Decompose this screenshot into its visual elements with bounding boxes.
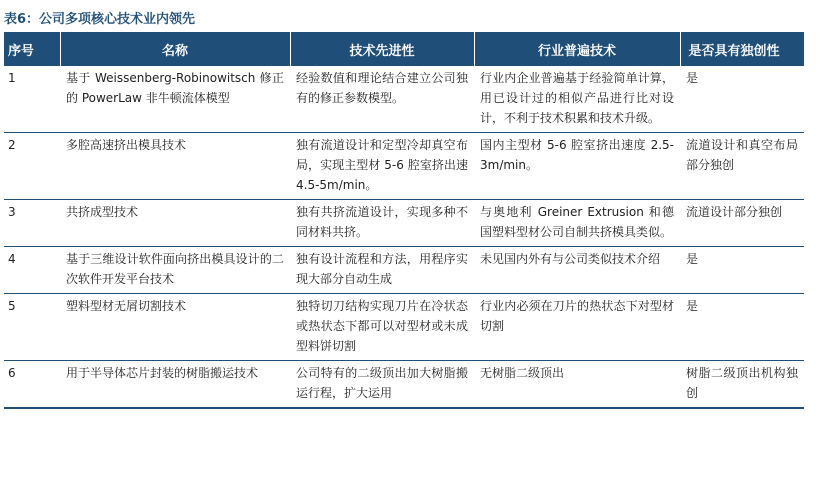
core-tech-table	[4, 32, 804, 409]
cell-index: 3	[4, 200, 60, 247]
cell-industry-tech: 行业内企业普遍基于经验简单计算，用已设计过的相似产品进行比对设计，不利于技术积累和技术升级。	[474, 66, 680, 133]
table-row	[4, 200, 804, 247]
table-row	[4, 294, 804, 361]
cell-index: 5	[4, 294, 60, 361]
cell-advancement: 经验数值和理论结合建立公司独有的修正参数模型。	[290, 66, 474, 133]
cell-industry-tech: 国内主型材 5-6 腔室挤出速度 2.5-3m/min。	[474, 133, 680, 200]
table-title: 表6：公司多项核心技术业内领先	[4, 12, 196, 27]
cell-index: 6	[4, 361, 60, 409]
cell-index: 4	[4, 247, 60, 294]
cell-originality: 是	[680, 294, 804, 361]
header-industry-tech: 行业普遍技术	[474, 32, 680, 66]
cell-industry-tech: 行业内必须在刀片的热状态下对型材切割	[474, 294, 680, 361]
cell-name: 基于三维设计软件面向挤出模具设计的二次软件开发平台技术	[60, 247, 290, 294]
table-row	[4, 133, 804, 200]
cell-name: 基于 Weissenberg-Robinowitsch 修正的 PowerLaw 非牛顿流体模型	[60, 66, 290, 133]
table-row	[4, 66, 804, 133]
table-row	[4, 361, 804, 409]
cell-originality: 是	[680, 247, 804, 294]
cell-originality: 是	[680, 66, 804, 133]
header-index: 序号	[4, 32, 60, 66]
cell-index: 2	[4, 133, 60, 200]
cell-index: 1	[4, 66, 60, 133]
header-originality: 是否具有独创性	[680, 32, 804, 66]
cell-name: 用于半导体芯片封装的树脂搬运技术	[60, 361, 290, 409]
cell-advancement: 独有设计流程和方法，用程序实现大部分自动生成	[290, 247, 474, 294]
header-name: 名称	[60, 32, 290, 66]
cell-advancement: 公司特有的二级顶出加大树脂搬运行程，扩大运用	[290, 361, 474, 409]
cell-originality: 流道设计部分独创	[680, 200, 804, 247]
cell-originality: 流道设计和真空布局部分独创	[680, 133, 804, 200]
cell-advancement: 独有共挤流道设计，实现多种不同材料共挤。	[290, 200, 474, 247]
cell-name: 塑料型材无屑切割技术	[60, 294, 290, 361]
cell-name: 多腔高速挤出模具技术	[60, 133, 290, 200]
cell-name: 共挤成型技术	[60, 200, 290, 247]
cell-industry-tech: 与奥地利 Greiner Extrusion 和德国塑料型材公司自制共挤模具类似。	[474, 200, 680, 247]
cell-industry-tech: 未见国内外有与公司类似技术介绍	[474, 247, 680, 294]
cell-industry-tech: 无树脂二级顶出	[474, 361, 680, 409]
cell-advancement: 独特切刀结构实现刀片在冷状态或热状态下都可以对型材或未成型料饼切割	[290, 294, 474, 361]
cell-originality: 树脂二级顶出机构独创	[680, 361, 804, 409]
cell-advancement: 独有流道设计和定型冷却真空布局，实现主型材 5-6 腔室挤出速 4.5-5m/min。	[290, 133, 474, 200]
table-row	[4, 247, 804, 294]
header-advancement: 技术先进性	[290, 32, 474, 66]
header-row	[4, 32, 804, 66]
